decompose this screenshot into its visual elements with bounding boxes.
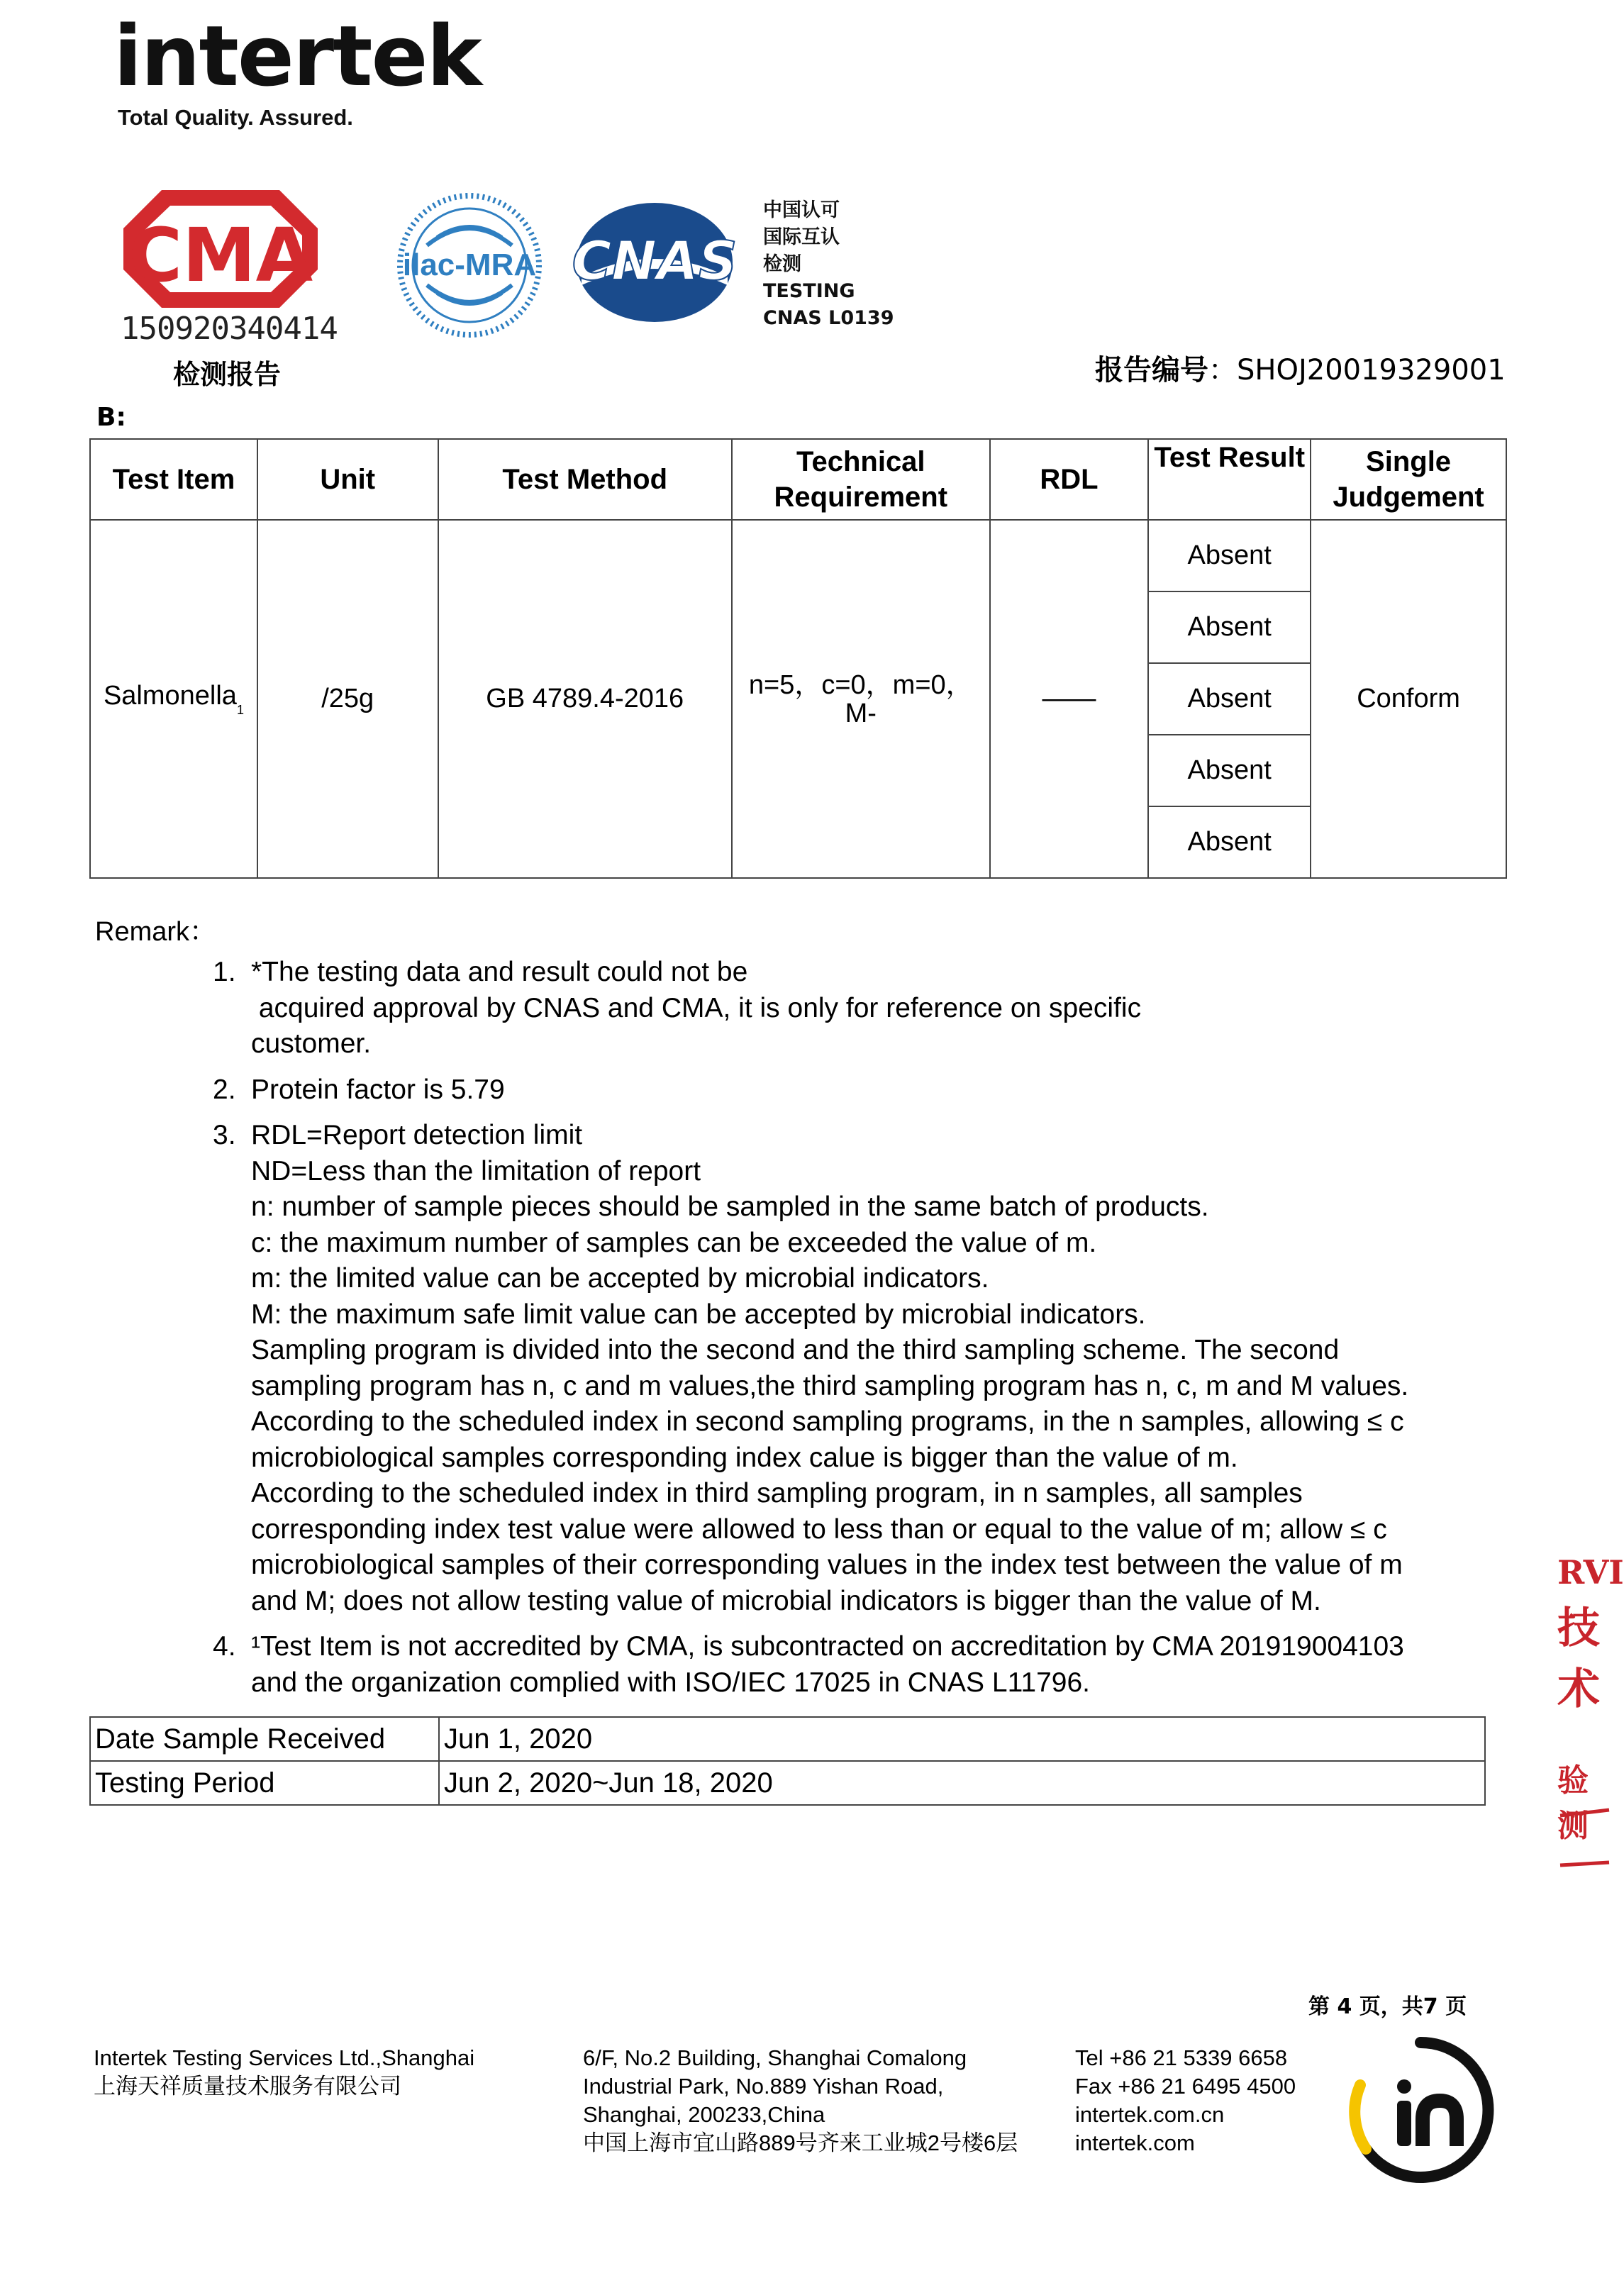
ilac-mra-logo-text: ilac-MRA bbox=[402, 248, 537, 282]
cell-result-3: Absent bbox=[1148, 663, 1311, 735]
table-row bbox=[90, 1717, 1485, 1761]
table-header-row bbox=[90, 439, 1506, 520]
cell-unit: /25g bbox=[257, 520, 438, 878]
header-single-judgement: Single Judgement bbox=[1311, 439, 1506, 520]
cell-result-5: Absent bbox=[1148, 806, 1311, 878]
date-received-value: Jun 1, 2020 bbox=[439, 1717, 1485, 1761]
remark-item: 1. *The testing data and result could not be acquired approval by CNAS and CMA, it is only for reference on specific customer. bbox=[213, 957, 1142, 1059]
cell-result-2: Absent bbox=[1148, 591, 1311, 663]
remark-item: 2. Protein factor is 5.79 bbox=[213, 1074, 505, 1105]
table-row bbox=[90, 1761, 1485, 1805]
intertek-logo: intertek bbox=[113, 7, 481, 105]
header-unit: Unit bbox=[257, 439, 438, 520]
remark-title: Remark： bbox=[95, 917, 217, 947]
table-row bbox=[90, 520, 1506, 591]
section-label: B: bbox=[96, 403, 126, 432]
cnas-logo bbox=[567, 197, 742, 328]
header-rdl: RDL bbox=[990, 439, 1149, 520]
date-received-label: Date Sample Received bbox=[90, 1717, 439, 1761]
footer-company: Intertek Testing Services Ltd.,Shanghai 上海天祥质量技术服务有限公司 bbox=[94, 2045, 475, 2099]
cell-test-method: GB 4789.4-2016 bbox=[438, 520, 732, 878]
stamp-fragment-text: RVI bbox=[1557, 1553, 1624, 1591]
cma-logo-text: CMA bbox=[128, 212, 313, 299]
header-technical-requirement: Technical Requirement bbox=[732, 439, 990, 520]
footer-contact: Tel +86 21 5339 6658 Fax +86 21 6495 4500 intertek.com.cn intertek.com bbox=[1075, 2045, 1296, 2155]
header-test-method: Test Method bbox=[438, 439, 732, 520]
cma-number: 150920340414 bbox=[121, 311, 338, 347]
cell-result-1: Absent bbox=[1148, 520, 1311, 591]
stamp-fragment-text: 技术 bbox=[1557, 1604, 1600, 1714]
footer-address: 6/F, No.2 Building, Shanghai Comalong Industrial Park, No.889 Yishan Road, Shanghai, 200233,China 中国上海市宜山路889号齐来工业城2号楼6层 bbox=[583, 2045, 1018, 2155]
test-results-table bbox=[89, 438, 1507, 879]
cnas-accreditation-text: 中国认可 国际互认 检测 TESTING CNAS L0139 bbox=[763, 199, 894, 329]
stamp-fragment-text: 验测 bbox=[1557, 1762, 1589, 1844]
dates-table bbox=[89, 1716, 1486, 1806]
remark-list bbox=[213, 955, 1503, 1711]
testing-period-label: Testing Period bbox=[90, 1761, 439, 1805]
header-test-result: Test Result bbox=[1148, 439, 1311, 520]
cell-rdl: —— bbox=[990, 520, 1149, 878]
header-test-item: Test Item bbox=[90, 439, 257, 520]
cell-judgement: Conform bbox=[1311, 520, 1506, 878]
report-type-label: 检测报告 bbox=[173, 359, 282, 390]
cnas-logo-text: CNAS bbox=[572, 229, 738, 292]
cma-logo bbox=[119, 186, 322, 312]
cell-result-4: Absent bbox=[1148, 735, 1311, 806]
remark-item: 3. RDL=Report detection limit ND=Less than the limitation of report n: number of sample pieces should be sampled in the same batch of products. c: the maximum number of samples can be exceeded the value of m. m: the limited value can be accepted by microbial indicators. M: the maximum safe limit value can be accepted by microbial indicators. Sampling program is divided into the second and the third sampling scheme. The second sampling program has n, c and m values,the third sampling program has n, c, m and M values. According to the scheduled index in second sampling programs, in the n samples, allowing ≤ c microbiological samples corresponding index calue is bigger than the value of m. According to the scheduled index in third sampling program, in n samples, all samples corresponding index test value were allowed to less than or equal to the value of m; allow ≤ c microbiological samples of their corresponding values in the index test between the value of m and M; does not allow testing value of microbial indicators is bigger than the value of M. bbox=[213, 1120, 1409, 1616]
ilac-mra-logo bbox=[394, 190, 545, 340]
cell-requirement: n=5，c=0，m=0， M- bbox=[732, 520, 990, 878]
page-number: 第 4 页，共7 页 bbox=[1308, 1994, 1467, 2019]
report-number: 报告编号：SHOJ20019329001 bbox=[1095, 354, 1506, 387]
stamp-fragment-lines bbox=[1557, 1801, 1609, 1872]
remark-item: 4. ¹Test Item is not accredited by CMA, is subcontracted on accreditation by CMA 201919004103 and the organization complied with ISO/IEC 17025 in CNAS L11796. bbox=[213, 1631, 1404, 1698]
intertek-in-logo bbox=[1346, 2035, 1495, 2184]
brand-tagline: Total Quality. Assured. bbox=[118, 105, 353, 130]
testing-period-value: Jun 2, 2020~Jun 18, 2020 bbox=[439, 1761, 1485, 1805]
cell-test-item: Salmonella$_1$ bbox=[90, 520, 257, 878]
